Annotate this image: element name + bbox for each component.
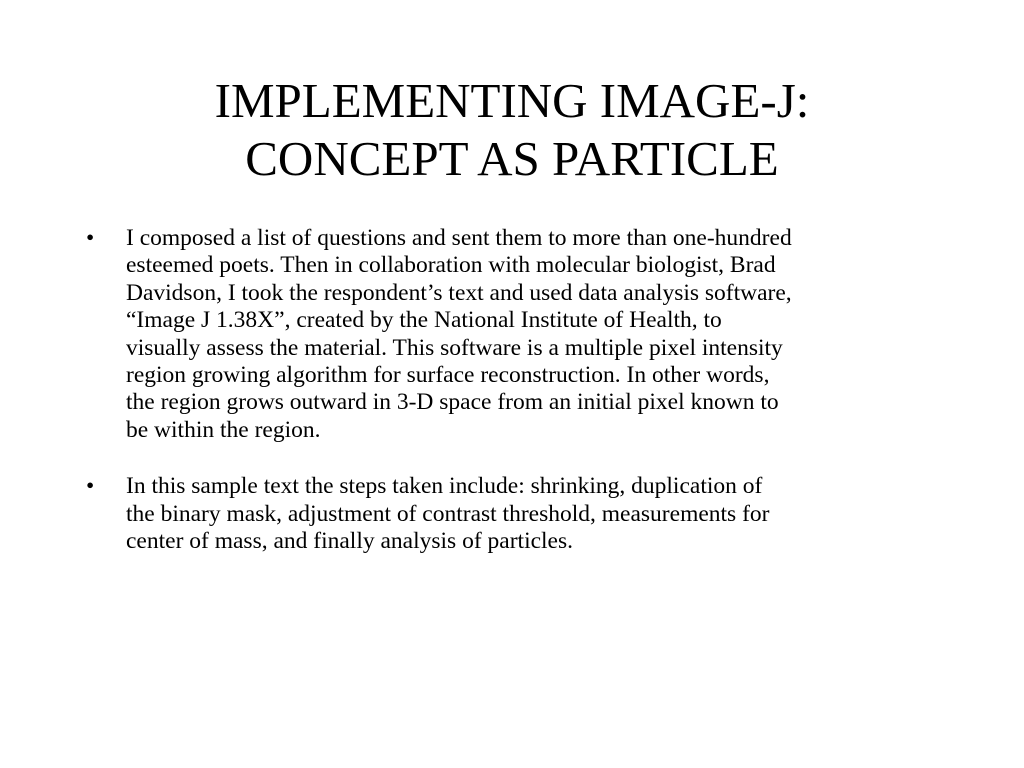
bullet-item bbox=[86, 225, 946, 444]
bullet-text-line: region growing algorithm for surface reconstruction. In other words, bbox=[126, 362, 770, 389]
bullet-text-line: esteemed poets. Then in collaboration with molecular biologist, Brad bbox=[126, 252, 776, 279]
bullet-text-line: I composed a list of questions and sent them to more than one-hundred bbox=[126, 225, 792, 251]
bullet-text-line: In this sample text the steps taken include: shrinking, duplication of bbox=[126, 473, 763, 500]
bullet-text-line: visually assess the material. This software is a multiple pixel intensity bbox=[126, 334, 783, 361]
bullet-text-line: the binary mask, adjustment of contrast threshold, measurements for bbox=[126, 500, 770, 527]
slide-title bbox=[0, 72, 1024, 188]
title-line: CONCEPT AS PARTICLE bbox=[245, 131, 779, 186]
bullet-text-line: “Image J 1.38X”, created by the National Institute of Health, to bbox=[126, 307, 722, 334]
title-line: IMPLEMENTING IMAGE-J: bbox=[214, 73, 810, 128]
bullet-marker: • bbox=[86, 473, 95, 500]
bullet-text-line: center of mass, and finally analysis of particles. bbox=[126, 528, 574, 555]
bullet-text-line: Davidson, I took the respondent’s text and used data analysis software, bbox=[126, 279, 792, 306]
bullet-marker: • bbox=[86, 225, 95, 251]
bullet-text-line: the region grows outward in 3-D space from an initial pixel known to bbox=[126, 389, 779, 416]
bullet-item bbox=[86, 473, 946, 555]
bullet-list bbox=[86, 225, 946, 584]
bullet-text-line: be within the region. bbox=[126, 416, 321, 443]
